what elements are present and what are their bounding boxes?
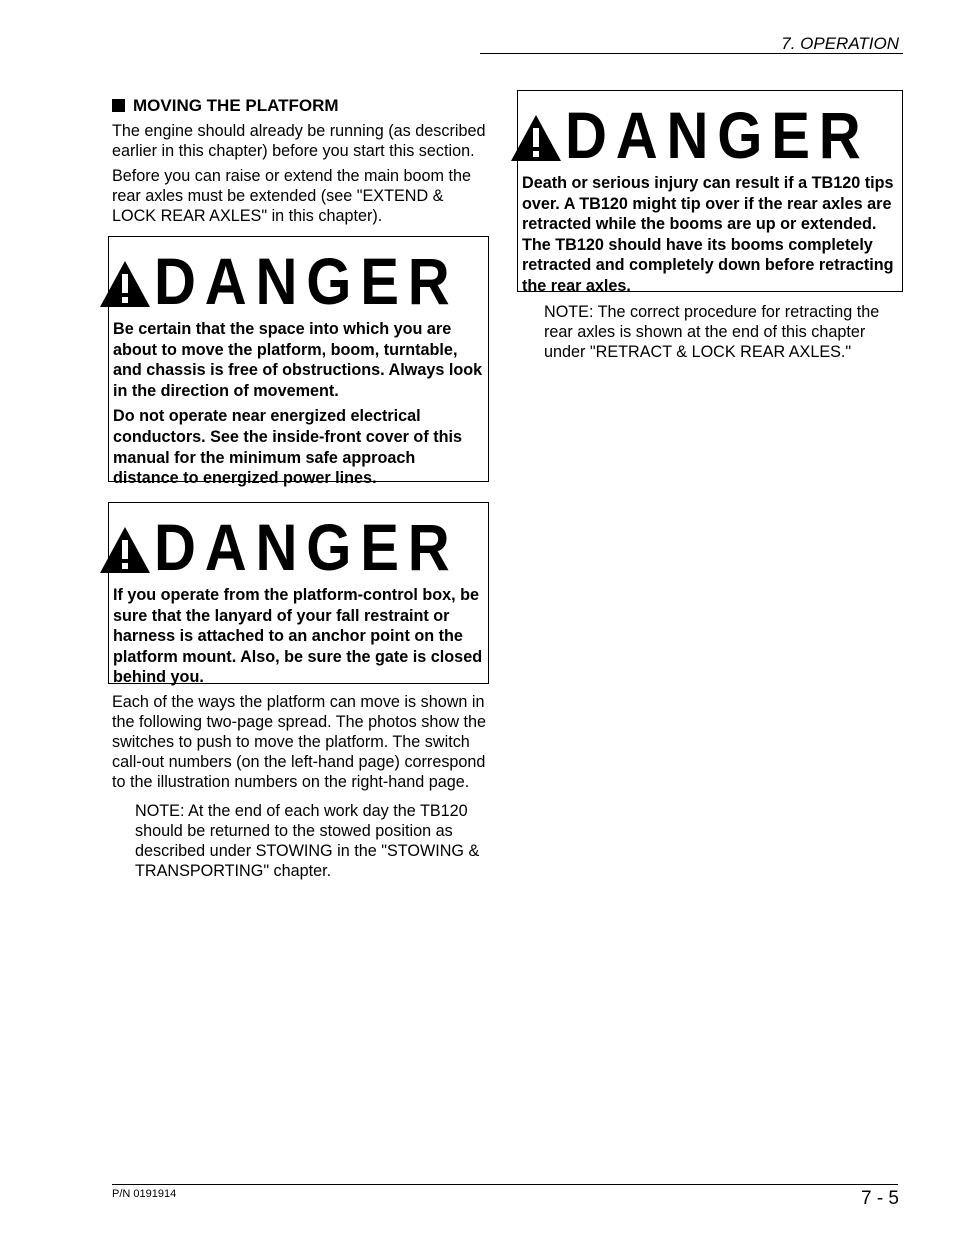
danger-word: DANGER	[565, 98, 870, 172]
danger-word: DANGER	[153, 510, 458, 584]
danger-word: DANGER	[153, 244, 458, 318]
section-title: 7. OPERATION	[781, 34, 899, 53]
part-number: P/N 0191914	[112, 1188, 177, 1200]
square-bullet-icon	[112, 99, 125, 112]
heading-text: MOVING THE PLATFORM	[133, 96, 339, 115]
danger-box-tip-over	[517, 90, 903, 295]
intro-paragraph: The engine should already be running (as described earlier in this chapter) before you start this section.	[112, 122, 486, 160]
retract-note: NOTE: The correct procedure for retracting the rear axles is shown at the end of this chapter under "RETRACT & LOCK REAR AXLES."	[544, 303, 880, 361]
footer-rule	[112, 1184, 898, 1185]
warning-triangle-icon	[509, 113, 563, 163]
stow-note: NOTE: At the end of each work day the TB120 should be returned to the stowed position as described under STOWING in the "STOWING & TRANSPORTING" chapter.	[135, 802, 480, 880]
danger-text: If you operate from the platform-control box, be sure that the lanyard of your fall restraint or harness is attached to an anchor point on the platform mount. Also, be sure the gate is closed behind you.	[113, 586, 483, 687]
warning-triangle-icon	[98, 525, 152, 575]
danger-header	[113, 511, 484, 583]
danger-box-lanyard	[108, 502, 489, 687]
left-column	[112, 96, 490, 881]
warning-triangle-icon	[98, 259, 152, 309]
movement-paragraph: Each of the ways the platform can move is shown in the following two-page spread. The photos show the switches to push to move the platform. The switch call-out numbers (on the left-hand page) correspond to the illustration numbers on the right-hand page.	[112, 693, 487, 791]
danger-header	[113, 245, 484, 317]
danger-box-obstructions	[108, 236, 489, 488]
danger-text: Death or serious injury can result if a TB120 tips over. A TB120 might tip over if the rear axles are retracted while the booms are up or extended. The TB120 should have its booms completely retracted and completely down before retracting the rear axles.	[522, 174, 894, 295]
danger-header	[522, 99, 898, 171]
right-column	[517, 90, 903, 362]
danger-text: Be certain that the space into which you are about to move the platform, boom, turntable, and chassis is free of obstructions. Always look in the direction of movement.	[113, 320, 483, 400]
axles-paragraph: Before you can raise or extend the main boom the rear axles must be extended (see "EXTEND & LOCK REAR AXLES" in this chapter).	[112, 167, 472, 225]
page-number: 7 - 5	[860, 1188, 899, 1209]
section-heading	[112, 96, 490, 116]
danger-text: Do not operate near energized electrical conductors. See the inside-front cover of this manual for the minimum safe approach distance to energized power lines.	[113, 407, 462, 488]
